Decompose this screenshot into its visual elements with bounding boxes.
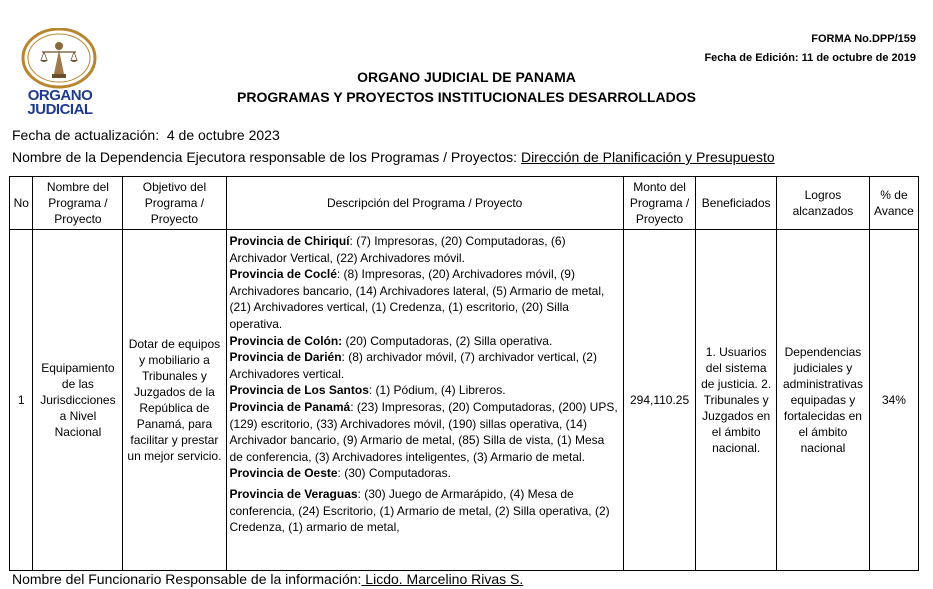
dependency-line bbox=[12, 149, 775, 165]
responsible-value: Licdo. Marcelino Rivas S. bbox=[361, 571, 524, 587]
province-name: Provincia de Los Santos bbox=[229, 383, 369, 398]
province-name: Provincia de Chiriquí bbox=[229, 234, 350, 248]
province-items: (20) Computadoras, (2) Silla operativa. bbox=[342, 333, 553, 348]
dependency-value: Dirección de Planificación y Presupuesto bbox=[520, 149, 775, 165]
header-beneficiaries: Beneficiados bbox=[696, 177, 777, 230]
cell-amount: 294,110.25 bbox=[623, 230, 696, 571]
edition-date-label: Fecha de Edición: bbox=[704, 52, 799, 64]
province-items: : (23) Impresoras, (20) Computadoras, (200) UPS, (129) escritorio, (33) Archivadores móvil, (190) sillas operativa, (14) Archivador bancario, (9) Armario de metal, (85) Silla de vista, (1) Mesa de conferencia, (3) Archivadores inteligentes, (3) Armario de metal. bbox=[229, 399, 618, 464]
header-objective: Objetivo del Programa / Proyecto bbox=[123, 177, 226, 230]
province-item bbox=[230, 349, 621, 382]
province-name: Provincia de Darién bbox=[229, 350, 342, 365]
page-title: ORGANO JUDICIAL DE PANAMA bbox=[357, 69, 576, 85]
province-items: : (30) Computadoras. bbox=[337, 466, 451, 481]
edition-date-value: 11 de octubre de 2019 bbox=[801, 52, 916, 64]
province-item bbox=[230, 399, 621, 465]
province-item bbox=[230, 486, 621, 536]
province-item bbox=[230, 465, 621, 482]
header-achievements: Logros alcanzados bbox=[776, 177, 869, 230]
update-date-value: 4 de octubre 2023 bbox=[166, 127, 280, 143]
province-name: Provincia de Oeste bbox=[229, 466, 338, 481]
header-description: Descripción del Programa / Proyecto bbox=[226, 177, 623, 230]
update-date-line bbox=[12, 127, 280, 143]
province-items: : (30) Juego de Armarápido, (4) Mesa de conferencia, (24) Escritorio, (1) Armario de metal, (2) Silla operativa, (2) Credenza, (1) armario de metal, bbox=[229, 486, 610, 535]
province-items: : (7) Impresoras, (20) Computadoras, (6) Archivador Vertical, (22) Archivadores móvil. bbox=[229, 234, 566, 265]
responsible-line bbox=[12, 571, 523, 587]
header-name: Nombre del Programa / Proyecto bbox=[33, 177, 123, 230]
header-progress: % de Avance bbox=[869, 177, 918, 230]
dependency-label: Nombre de la Dependencia Ejecutora responsable de los Programas / Proyectos: bbox=[12, 149, 518, 165]
province-item bbox=[230, 233, 621, 266]
province-item bbox=[230, 333, 621, 350]
cell-progress: 34% bbox=[869, 230, 918, 571]
province-item bbox=[230, 266, 621, 332]
province-items: : (1) Pódium, (4) Libreros. bbox=[368, 383, 506, 398]
province-items: : (8) archivador móvil, (7) archivador vertical, (2) Archivadores vertical. bbox=[229, 350, 597, 381]
page-subtitle: PROGRAMAS Y PROYECTOS INSTITUCIONALES DESARROLLADOS bbox=[237, 89, 696, 105]
province-name: Provincia de Coclé bbox=[229, 267, 337, 282]
province-item bbox=[230, 382, 621, 399]
cell-objective: Dotar de equipos y mobiliario a Tribunales y Juzgados de la República de Panamá, para facilitar y prestar un mejor servicio. bbox=[123, 230, 226, 571]
responsible-label: Nombre del Funcionario Responsable de la información: bbox=[12, 571, 362, 587]
province-name: Provincia de Colón: bbox=[229, 333, 343, 348]
update-date-label: Fecha de actualización: bbox=[12, 127, 160, 143]
header-amount: Monto del Programa / Proyecto bbox=[623, 177, 696, 230]
province-name: Provincia de Veraguas bbox=[229, 486, 358, 501]
cell-beneficiaries: 1. Usuarios del sistema de justicia. 2. Tribunales y Juzgados en el ámbito nacional. bbox=[696, 230, 777, 571]
table-row bbox=[10, 230, 919, 571]
province-name: Provincia de Panamá bbox=[229, 399, 351, 414]
header-no: No bbox=[10, 177, 33, 230]
cell-description bbox=[226, 230, 623, 571]
cell-achievements: Dependencias judiciales y administrativas equipadas y fortalecidas en el ámbito nacional bbox=[776, 230, 869, 571]
logo-line-organo: ORGANO bbox=[27, 87, 93, 104]
programs-table bbox=[9, 176, 919, 571]
table-header-row bbox=[10, 177, 919, 230]
edition-date bbox=[704, 52, 916, 64]
form-number: FORMA No.DPP/159 bbox=[811, 33, 916, 45]
cell-name: Equipamiento de las Jurisdicciones a Nivel Nacional bbox=[33, 230, 123, 571]
cell-no: 1 bbox=[10, 230, 33, 571]
province-items: : (8) Impresoras, (20) Archivadores móvil, (9) Archivadores bancario, (14) Archivadores lateral, (5) Armario de metal, (21) Archivadores vertical, (1) Credenza, (1) escritorio, (20) Silla operativa. bbox=[229, 267, 605, 331]
logo-line-judicial: JUDICIAL bbox=[27, 101, 93, 118]
